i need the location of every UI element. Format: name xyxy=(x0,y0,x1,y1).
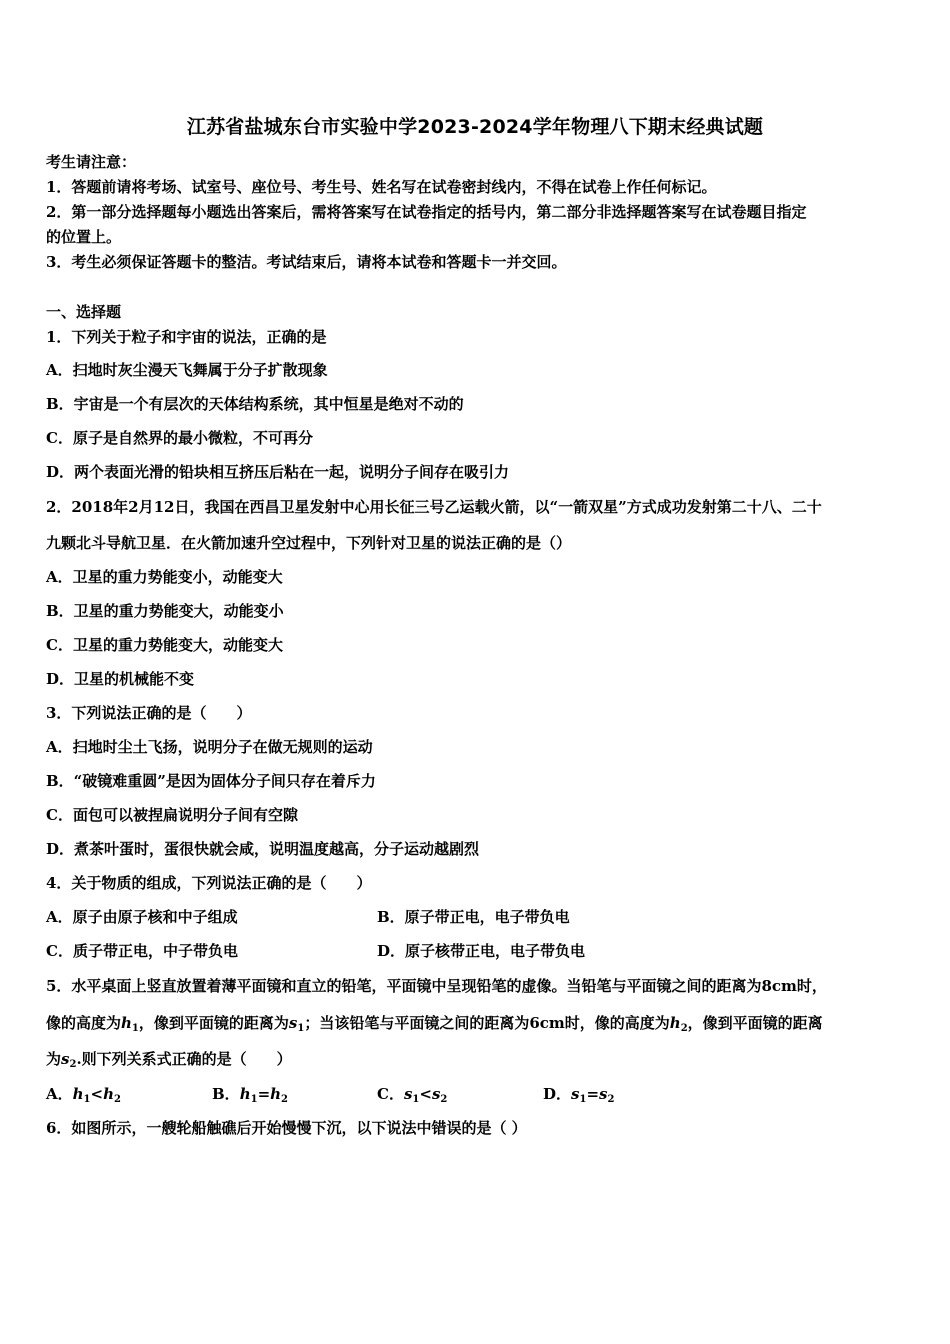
q4-option-b: B．原子带正电，电子带负电 xyxy=(377,908,570,926)
q3-stem: 3．下列说法正确的是（ ） xyxy=(46,704,252,722)
q2-option-d: D．卫星的机械能不变 xyxy=(46,670,195,688)
q5-option-d: D．$s_1=s_2$ xyxy=(543,1085,615,1105)
q2-stem-line1: 2．2018年2月12日，我国在西昌卫星发射中心用长征三号乙运载火箭，以“一箭双星”方式成功发射第二十八、二十 xyxy=(46,498,822,516)
q1-option-b: B．宇宙是一个有层次的天体结构系统，其中恒星是绝对不动的 xyxy=(46,395,464,413)
q6-stem: 6．如图所示，一艘轮船触礁后开始慢慢下沉，以下说法中错误的是（ ） xyxy=(46,1119,527,1137)
q3-option-c: C．面包可以被捏扁说明分子间有空隙 xyxy=(46,806,298,824)
q4-option-d: D．原子核带正电，电子带负电 xyxy=(377,942,586,960)
q4-option-c: C．质子带正电，中子带负电 xyxy=(46,942,238,960)
section-heading: 一、选择题 xyxy=(46,303,122,321)
q2-stem-line2: 九颗北斗导航卫星．在火箭加速升空过程中，下列针对卫星的说法正确的是（） xyxy=(46,534,572,552)
q4-stem: 4．关于物质的组成，下列说法正确的是（ ） xyxy=(46,874,372,892)
q5-option-c: C．$s_1<s_2$ xyxy=(377,1085,448,1105)
notice-item-1: 1．答题前请将考场、试室号、座位号、考生号、姓名写在试卷密封线内，不得在试卷上作任何标记。 xyxy=(46,178,717,196)
notice-heading: 考生请注意： xyxy=(46,153,137,171)
q5-stem-line1: 5．水平桌面上竖直放置着薄平面镜和直立的铅笔，平面镜中呈现铅笔的虚像。当铅笔与平面镜之间的距离为8cm时， xyxy=(46,977,827,995)
q1-option-d: D．两个表面光滑的铅块相互挤压后粘在一起，说明分子间存在吸引力 xyxy=(46,463,510,481)
q2-option-c: C．卫星的重力势能变大，动能变大 xyxy=(46,636,283,654)
page-title: 江苏省盐城东台市实验中学2023-2024学年物理八下期末经典试题 xyxy=(186,116,764,138)
q3-option-a: A．扫地时尘土飞扬，说明分子在做无规则的运动 xyxy=(46,738,373,756)
q4-option-a: A．原子由原子核和中子组成 xyxy=(46,908,238,926)
q3-option-b: B．“破镜难重圆”是因为固体分子间只存在着斥力 xyxy=(46,772,376,790)
q5-option-b: B．$h_1=h_2$ xyxy=(212,1085,289,1105)
q2-option-a: A．卫星的重力势能变小，动能变大 xyxy=(46,568,283,586)
q5-stem-line3: 为$s_2$.则下列关系式正确的是（ ） xyxy=(46,1050,292,1070)
notice-item-3: 3．考生必须保证答题卡的整洁。考试结束后，请将本试卷和答题卡一并交回。 xyxy=(46,253,567,271)
q1-option-a: A．扫地时灰尘漫天飞舞属于分子扩散现象 xyxy=(46,361,328,379)
q3-option-d: D．煮茶叶蛋时，蛋很快就会咸，说明温度越高，分子运动越剧烈 xyxy=(46,840,480,858)
q1-stem: 1．下列关于粒子和宇宙的说法，正确的是 xyxy=(46,328,327,346)
q5-stem-line2: 像的高度为$h_1$，像到平面镜的距离为$s_1$；当该铅笔与平面镜之间的距离为6cm时，像的高度为$h_2$，像到平面镜的距离 xyxy=(46,1014,823,1034)
notice-item-2-cont: 的位置上。 xyxy=(46,228,122,246)
q5-option-a: A．$h_1<h_2$ xyxy=(46,1085,121,1105)
notice-item-2: 2．第一部分选择题每小题选出答案后，需将答案写在试卷指定的括号内，第二部分非选择题答案写在试卷题目指定 xyxy=(46,203,807,221)
q2-option-b: B．卫星的重力势能变大，动能变小 xyxy=(46,602,284,620)
q1-option-c: C．原子是自然界的最小微粒，不可再分 xyxy=(46,429,313,447)
